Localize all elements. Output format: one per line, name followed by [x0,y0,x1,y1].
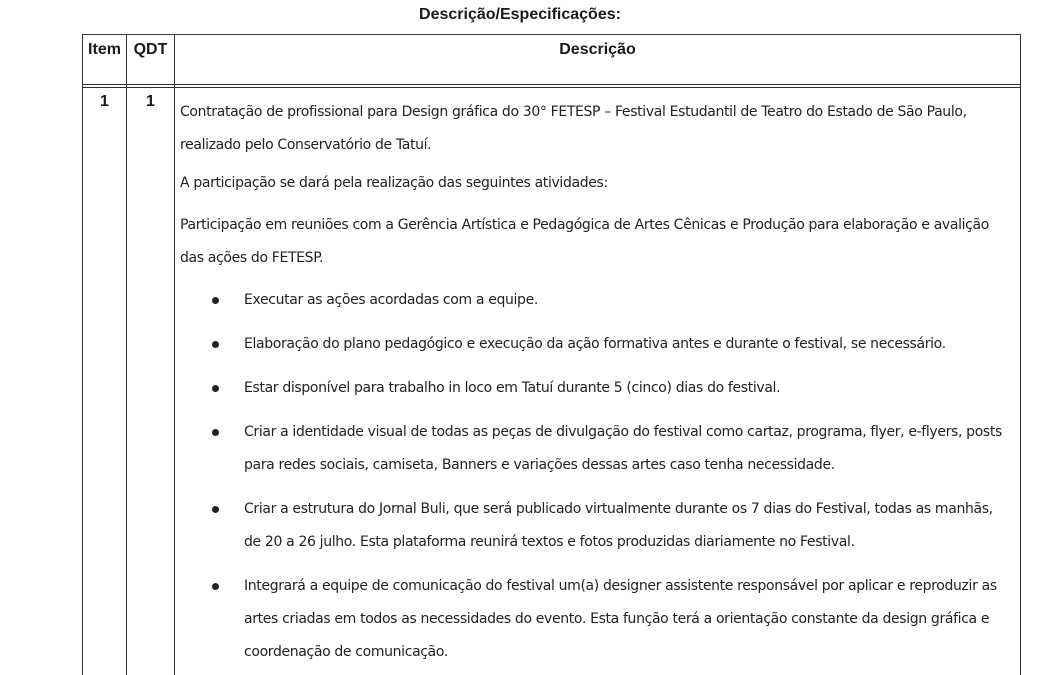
bullet-icon [212,583,219,590]
table-right-border [1020,34,1021,675]
list-item [180,372,1010,405]
list-item-text: Elaboração do plano pedagógico e execução da ação formativa antes e durante o festival, se necessário. [244,336,946,352]
bullet-icon [212,429,219,436]
description-paragraph: A participação se dará pela realização das seguintes atividades: [180,175,608,191]
row-item-number: 1 [100,93,109,110]
header-qdt: QDT [133,41,168,58]
description-paragraph: Contratação de profissional para Design gráfica do 30° FETESP – Festival Estudantil de Teatro do Estado de São Paulo, realizado pelo Conservatório de Tatuí. [180,104,967,153]
list-item [180,416,1010,482]
list-item-text: Integrará a equipe de comunicação do festival um(a) designer assistente responsável por aplicar e reproduzir as artes criadas em todos as necessidades do evento. Esta função terá a orientação constante da design gráfica e coordenação de comunicação. [244,578,997,660]
list-item [180,570,1010,669]
activities-list [180,284,1010,669]
table-top-border [82,34,1021,35]
table-header-divider [82,84,1021,85]
bullet-icon [212,341,219,348]
bullet-icon [212,385,219,392]
description-paragraph: Participação em reuniões com a Gerência Artística e Pedagógica de Artes Cênicas e Produção para elaboração e avalição das ações do FETESP. [180,217,989,266]
description-cell [180,96,1010,675]
list-item [180,328,1010,361]
list-item-text: Executar as ações acordadas com a equipe. [244,292,538,308]
list-item-text: Criar a identidade visual de todas as peças de divulgação do festival como cartaz, programa, flyer, e-flyers, posts para redes sociais, camiseta, Banners e variações dessas artes caso tenha necessidade. [244,424,1002,473]
table-header-divider-double [82,87,1021,88]
list-item-text: Criar a estrutura do Jornal Buli, que será publicado virtualmente durante os 7 dias do Festival, todas as manhãs, de 20 a 26 julho. Esta plataforma reunirá textos e fotos produzidas diariamente no Festival. [244,501,993,550]
bullet-icon [212,297,219,304]
document-title: Descrição/Especificações: [419,6,621,23]
table-column-divider-item [126,34,127,675]
list-item [180,284,1010,317]
row-qdt-number: 1 [146,93,155,110]
header-descricao: Descrição [559,41,636,58]
table-column-divider-qdt [174,34,175,675]
table-left-border [82,34,83,675]
header-item: Item [88,41,121,58]
list-item-text: Estar disponível para trabalho in loco em Tatuí durante 5 (cinco) dias do festival. [244,380,781,396]
list-item [180,493,1010,559]
bullet-icon [212,506,219,513]
